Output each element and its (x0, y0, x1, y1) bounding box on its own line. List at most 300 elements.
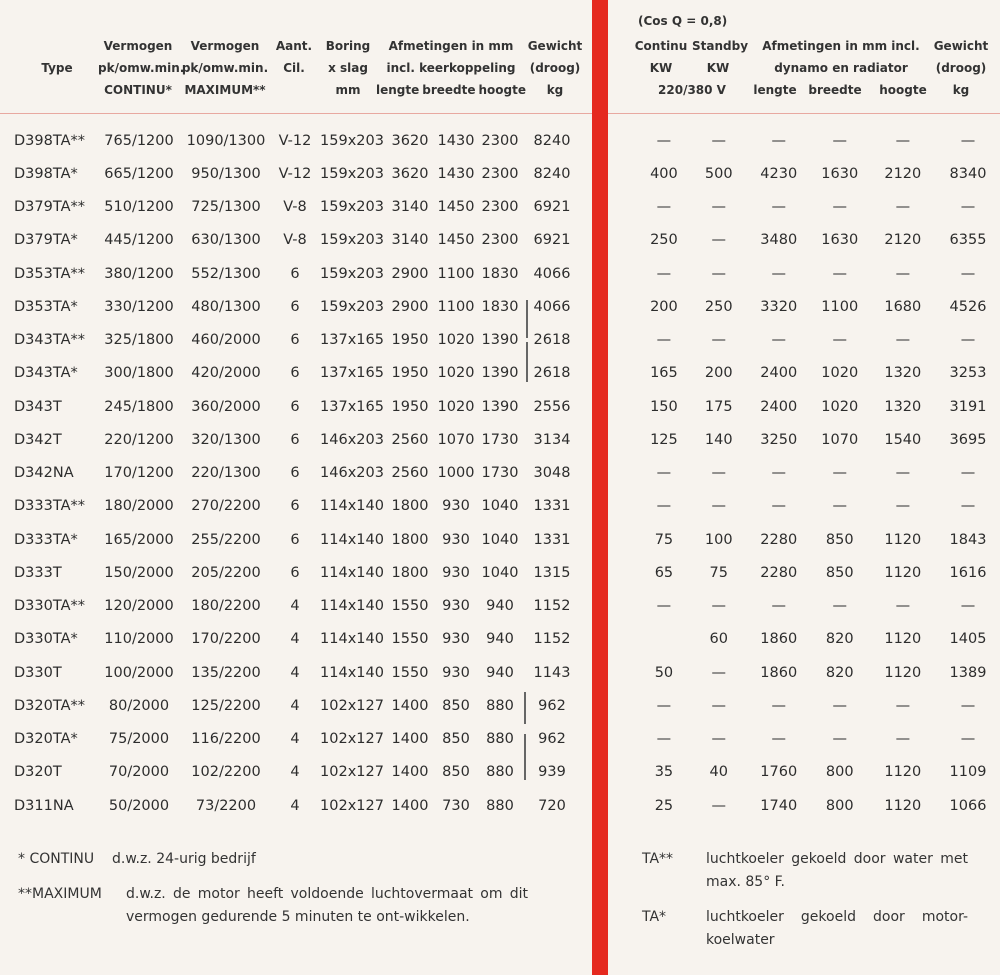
table-cell: 1950 (391, 332, 429, 349)
table-cell: 114x140 (320, 598, 384, 615)
table-cell: 137x165 (320, 332, 384, 349)
table-cell: 820 (825, 631, 854, 648)
engine-row (14, 290, 582, 323)
table-cell: D342NA (14, 465, 74, 482)
footnote-text: luchtkoeler gekoeld door motor-koelwater (706, 909, 968, 948)
table-cell: 102x127 (320, 797, 384, 814)
table-cell: 1400 (391, 764, 429, 781)
table-cell: 1120 (884, 664, 922, 681)
engine-row (14, 457, 582, 490)
table-cell: — (656, 697, 672, 714)
table-cell: 1450 (437, 232, 475, 249)
table-cell: 2560 (391, 465, 429, 482)
table-cell: 1390 (481, 398, 519, 415)
table-cell: 4 (290, 598, 300, 615)
table-cell: 1120 (884, 531, 922, 548)
table-cell: 3480 (760, 232, 798, 249)
table-cell: 850 (825, 531, 854, 548)
table-cell: — (832, 332, 847, 349)
table-cell: D333TA* (14, 531, 78, 548)
table-cell: D333TA** (14, 498, 85, 515)
header-divider (608, 113, 1000, 114)
table-cell: D330TA** (14, 598, 85, 615)
table-cell: 665/1200 (104, 165, 174, 182)
table-cell: 6 (290, 398, 300, 415)
table-cell: 1550 (391, 664, 429, 681)
table-cell: 146x203 (320, 431, 384, 448)
table-cell: D353TA** (14, 265, 85, 282)
engine-row (14, 523, 582, 556)
table-cell: 1390 (481, 365, 519, 382)
table-cell: 100 (704, 531, 733, 548)
table-cell: 460/2000 (191, 332, 261, 349)
table-cell: — (711, 232, 726, 249)
table-cell: 75 (709, 564, 728, 581)
header-vermogen-maximum: Vermogen pk/omw.min. MAXIMUM** (181, 39, 269, 97)
table-cell: — (656, 265, 672, 282)
table-cell: 6921 (533, 232, 571, 249)
generator-row (636, 689, 998, 722)
table-cell: — (711, 332, 726, 349)
table-cell: 165 (650, 365, 678, 382)
table-cell: 1950 (391, 398, 429, 415)
table-cell: 40 (709, 764, 728, 781)
engine-row (14, 157, 582, 190)
table-cell: 4066 (533, 298, 571, 315)
table-cell: 3250 (760, 431, 798, 448)
footnote-maximum (18, 883, 530, 929)
table-cell: 6 (290, 498, 300, 515)
generator-row (636, 556, 998, 589)
table-cell: 4 (290, 697, 300, 714)
table-cell: — (711, 265, 726, 282)
engine-spec-table (14, 124, 582, 822)
table-cell: — (960, 697, 976, 714)
table-cell: 1950 (391, 365, 429, 382)
table-cell: 3620 (391, 165, 429, 182)
header-standby: Standby KW (692, 39, 749, 75)
table-cell: — (960, 199, 976, 216)
table-cell: 940 (486, 598, 514, 615)
table-cell: 150/2000 (104, 564, 174, 581)
generator-row (636, 224, 998, 257)
generator-row (636, 523, 998, 556)
table-cell: 4 (290, 797, 300, 814)
table-cell: 1740 (760, 797, 798, 814)
table-cell: — (960, 465, 976, 482)
table-cell: 1000 (437, 465, 475, 482)
engine-row (14, 390, 582, 423)
table-cell: V-12 (278, 132, 312, 149)
table-cell: D320TA* (14, 731, 78, 748)
table-cell: 175 (704, 398, 733, 415)
header-afmetingen-generator: Afmetingen in mm incl. dynamo en radiator (762, 39, 920, 75)
table-cell: 3048 (533, 465, 571, 482)
table-cell: 8240 (533, 132, 571, 149)
table-cell: 250 (650, 232, 678, 249)
table-cell: 3191 (949, 398, 987, 415)
table-cell: 1400 (391, 731, 429, 748)
table-cell: 720 (538, 797, 566, 814)
generator-row (636, 191, 998, 224)
table-cell: 1830 (481, 298, 519, 315)
table-cell: 930 (442, 598, 470, 615)
table-cell: — (771, 731, 786, 748)
table-cell: — (711, 498, 726, 515)
table-cell: D343TA** (14, 332, 85, 349)
table-cell: 1405 (949, 631, 987, 648)
table-cell: 1070 (437, 431, 475, 448)
table-cell: 1800 (391, 498, 429, 515)
table-cell: 140 (704, 431, 733, 448)
table-cell: 200 (650, 298, 678, 315)
table-cell: D320TA** (14, 697, 85, 714)
table-cell: 114x140 (320, 531, 384, 548)
table-cell: 500 (704, 165, 733, 182)
header-lengte: lengte (753, 83, 797, 97)
table-cell: 1070 (821, 431, 859, 448)
table-cell: — (832, 265, 847, 282)
table-cell: 930 (442, 498, 470, 515)
footnote-key: TA** (642, 851, 674, 867)
table-cell: 6 (290, 365, 300, 382)
table-cell: 2618 (533, 365, 571, 382)
engine-row (14, 324, 582, 357)
table-cell: 1390 (481, 332, 519, 349)
header-vermogen-continu: Vermogen pk/omw.min. CONTINU* (98, 39, 185, 97)
table-cell: 1120 (884, 764, 922, 781)
table-cell: 8340 (949, 165, 987, 182)
table-cell: 400 (650, 165, 678, 182)
table-cell: — (895, 199, 911, 216)
engine-row (14, 357, 582, 390)
table-cell: 60 (709, 631, 728, 648)
table-cell: 2900 (391, 265, 429, 282)
table-cell: 1020 (437, 332, 475, 349)
table-cell: 180/2200 (191, 598, 261, 615)
table-cell: 3620 (391, 132, 429, 149)
table-cell: — (895, 697, 911, 714)
table-cell: 765/1200 (104, 132, 174, 149)
table-cell: 6 (290, 564, 300, 581)
table-cell: D398TA** (14, 132, 85, 149)
table-cell: 1100 (437, 265, 475, 282)
table-cell: 220/1300 (191, 465, 261, 482)
table-cell: 250 (704, 298, 733, 315)
table-cell: 325/1800 (104, 332, 174, 349)
table-cell: 445/1200 (104, 232, 174, 249)
table-cell: 1143 (533, 664, 571, 681)
footnote-ta1 (642, 906, 972, 952)
table-cell (636, 623, 692, 656)
table-cell: 930 (442, 631, 470, 648)
table-cell: 940 (486, 664, 514, 681)
engine-row (14, 556, 582, 589)
header-gewicht: Gewicht (droog) kg (933, 39, 989, 97)
table-cell: 2280 (760, 531, 798, 548)
engine-row (14, 623, 582, 656)
table-cell: 3695 (949, 431, 987, 448)
table-cell: 1020 (821, 398, 859, 415)
table-cell: — (711, 465, 726, 482)
header-cilinders: Aant. Cil. (275, 39, 313, 75)
table-cell: 1830 (481, 265, 519, 282)
table-cell: 2280 (760, 564, 798, 581)
table-cell: — (656, 199, 672, 216)
table-cell: — (771, 697, 786, 714)
table-cell: 930 (442, 564, 470, 581)
table-cell: 420/2000 (191, 365, 261, 382)
footnote-key: TA* (642, 909, 667, 925)
table-cell: 1020 (437, 365, 475, 382)
generator-row (636, 124, 998, 157)
table-cell: 2120 (884, 232, 922, 249)
header-gewicht: Gewicht (droog) kg (527, 39, 583, 97)
table-cell: — (771, 332, 786, 349)
table-cell: 2560 (391, 431, 429, 448)
table-cell: 65 (654, 564, 674, 581)
table-cell: 1320 (884, 365, 922, 382)
table-cell: — (960, 731, 976, 748)
table-cell: 850 (442, 697, 470, 714)
table-cell: 1100 (437, 298, 475, 315)
table-cell: D311NA (14, 797, 74, 814)
table-cell: 102x127 (320, 731, 384, 748)
table-cell: — (832, 598, 847, 615)
engine-row (14, 124, 582, 157)
table-cell: 880 (486, 797, 514, 814)
table-cell: — (960, 265, 976, 282)
footnote-text: luchtkoeler gekoeld door water met max. 85° F. (706, 851, 968, 890)
table-cell: 1730 (481, 465, 519, 482)
table-cell: 939 (538, 764, 566, 781)
table-cell: 6355 (949, 232, 987, 249)
table-cell: 159x203 (320, 298, 384, 315)
header-continu: Continu KW (634, 39, 688, 75)
table-cell: 165/2000 (104, 531, 174, 548)
table-cell: 1152 (533, 631, 571, 648)
engine-row (14, 689, 582, 722)
table-cell: — (895, 332, 911, 349)
table-cell: 1040 (481, 498, 519, 515)
engine-row (14, 756, 582, 789)
header-divider (0, 113, 592, 114)
table-cell: — (895, 265, 911, 282)
table-cell: 1730 (481, 431, 519, 448)
footnote-key: * CONTINU (18, 851, 95, 867)
table-cell: 3134 (533, 431, 571, 448)
table-cell: 930 (442, 664, 470, 681)
table-cell: 380/1200 (104, 265, 174, 282)
header-voltage: 220/380 V (658, 83, 726, 97)
table-cell: 962 (538, 731, 566, 748)
table-cell: 1430 (437, 165, 475, 182)
table-cell: 102x127 (320, 697, 384, 714)
table-cell: — (711, 132, 726, 149)
table-cell: 1100 (821, 298, 859, 315)
table-cell: D333T (14, 564, 62, 581)
table-cell: 159x203 (320, 199, 384, 216)
table-cell: 480/1300 (191, 298, 261, 315)
table-cell: V-12 (278, 165, 312, 182)
table-cell: 1109 (949, 764, 987, 781)
table-cell: — (832, 465, 847, 482)
table-cell: D379TA* (14, 232, 78, 249)
generator-row (636, 623, 998, 656)
table-cell: 114x140 (320, 631, 384, 648)
table-cell: 725/1300 (191, 199, 261, 216)
bracket-mark (526, 342, 528, 382)
table-cell: 1616 (949, 564, 987, 581)
table-cell: — (656, 132, 672, 149)
table-cell: 50/2000 (108, 797, 170, 814)
table-cell: 1040 (481, 564, 519, 581)
table-cell: — (656, 332, 672, 349)
table-cell: 730 (442, 797, 470, 814)
table-cell: 245/1800 (104, 398, 174, 415)
header-breedte: breedte (808, 83, 862, 97)
bracket-mark (524, 734, 526, 780)
table-cell: 116/2200 (191, 731, 261, 748)
table-cell: — (895, 465, 911, 482)
engine-row (14, 224, 582, 257)
table-cell: D353TA* (14, 298, 78, 315)
bracket-mark (526, 300, 528, 338)
table-cell: 25 (654, 797, 674, 814)
generator-row (636, 357, 998, 390)
engine-row (14, 723, 582, 756)
table-cell: — (771, 498, 786, 515)
footnote-ta2 (642, 848, 972, 894)
table-cell: 114x140 (320, 498, 384, 515)
engine-row (14, 789, 582, 822)
generator-specs-panel (608, 0, 1000, 975)
footnote-key: **MAXIMUM (18, 886, 102, 902)
table-cell: 170/2200 (191, 631, 261, 648)
table-cell: 880 (486, 697, 514, 714)
engine-row (14, 656, 582, 689)
table-cell: 1550 (391, 631, 429, 648)
table-cell: V-8 (283, 199, 307, 216)
table-cell: 200 (704, 365, 733, 382)
footnote-text: d.w.z. 24-urig bedrijf (112, 851, 256, 867)
engine-row (14, 490, 582, 523)
table-cell: 114x140 (320, 564, 384, 581)
table-cell: D343T (14, 398, 62, 415)
generator-row (636, 656, 998, 689)
table-cell: 146x203 (320, 465, 384, 482)
table-cell: — (656, 498, 672, 515)
table-cell: 125/2200 (191, 697, 261, 714)
table-cell: 8240 (533, 165, 571, 182)
table-cell: D320T (14, 764, 62, 781)
generator-row (636, 723, 998, 756)
generator-row (636, 290, 998, 323)
table-cell: 125 (650, 431, 678, 448)
table-cell: — (832, 731, 847, 748)
table-cell: 800 (825, 797, 854, 814)
table-cell: 880 (486, 764, 514, 781)
engine-row (14, 423, 582, 456)
footnote-text: d.w.z. de motor heeft voldoende luchtovermaat om dit vermogen gedurende 5 minuten te ont-wikkelen. (126, 886, 528, 925)
table-cell: 1760 (760, 764, 798, 781)
table-cell: — (771, 199, 786, 216)
table-cell: — (656, 731, 672, 748)
table-cell: 630/1300 (191, 232, 261, 249)
table-cell: 100/2000 (104, 664, 174, 681)
footnotes-left (18, 848, 530, 929)
table-cell: 950/1300 (191, 165, 261, 182)
table-cell: 2400 (760, 365, 798, 382)
table-cell: 1389 (949, 664, 987, 681)
generator-row (636, 423, 998, 456)
table-cell: 1320 (884, 398, 922, 415)
table-cell: 3140 (391, 232, 429, 249)
table-cell: — (711, 697, 726, 714)
table-cell: 1331 (533, 498, 571, 515)
table-cell: 4526 (949, 298, 987, 315)
table-cell: — (895, 731, 911, 748)
table-cell: 3253 (949, 365, 987, 382)
table-cell: 330/1200 (104, 298, 174, 315)
table-cell: 300/1800 (104, 365, 174, 382)
table-cell: V-8 (283, 232, 307, 249)
table-cell: 159x203 (320, 232, 384, 249)
table-cell: 1020 (821, 365, 859, 382)
header-hoogte: hoogte (478, 83, 526, 97)
table-cell: 6 (290, 431, 300, 448)
table-cell: 1400 (391, 697, 429, 714)
generator-row (636, 490, 998, 523)
header-lengte: lengte (376, 83, 420, 97)
generator-row (636, 457, 998, 490)
table-cell: 159x203 (320, 132, 384, 149)
table-cell: 1315 (533, 564, 571, 581)
table-cell: — (895, 132, 911, 149)
generator-row (636, 756, 998, 789)
table-cell: 3320 (760, 298, 798, 315)
table-cell: 1630 (821, 232, 859, 249)
table-cell: 6 (290, 531, 300, 548)
table-cell: 120/2000 (104, 598, 174, 615)
table-cell: — (656, 598, 672, 615)
table-cell: 1120 (884, 631, 922, 648)
table-cell: 75 (654, 531, 674, 548)
table-cell: 4 (290, 664, 300, 681)
footnote-continu (18, 848, 530, 871)
table-cell: 180/2000 (104, 498, 174, 515)
table-cell: 320/1300 (191, 431, 261, 448)
table-cell: — (711, 731, 726, 748)
table-cell: 1120 (884, 797, 922, 814)
header-hoogte: hoogte (879, 83, 927, 97)
table-cell: 4 (290, 764, 300, 781)
table-cell: — (771, 465, 786, 482)
table-cell: 6 (290, 298, 300, 315)
table-cell: 159x203 (320, 165, 384, 182)
table-cell: 552/1300 (191, 265, 261, 282)
table-cell: 4230 (760, 165, 798, 182)
table-cell: — (832, 697, 847, 714)
generator-row (636, 157, 998, 190)
table-cell: 1860 (760, 664, 798, 681)
table-cell: 80/2000 (108, 697, 170, 714)
table-cell: 1120 (884, 564, 922, 581)
table-cell: 6 (290, 465, 300, 482)
table-cell: — (832, 132, 847, 149)
bracket-mark (524, 692, 526, 724)
table-cell: — (832, 199, 847, 216)
